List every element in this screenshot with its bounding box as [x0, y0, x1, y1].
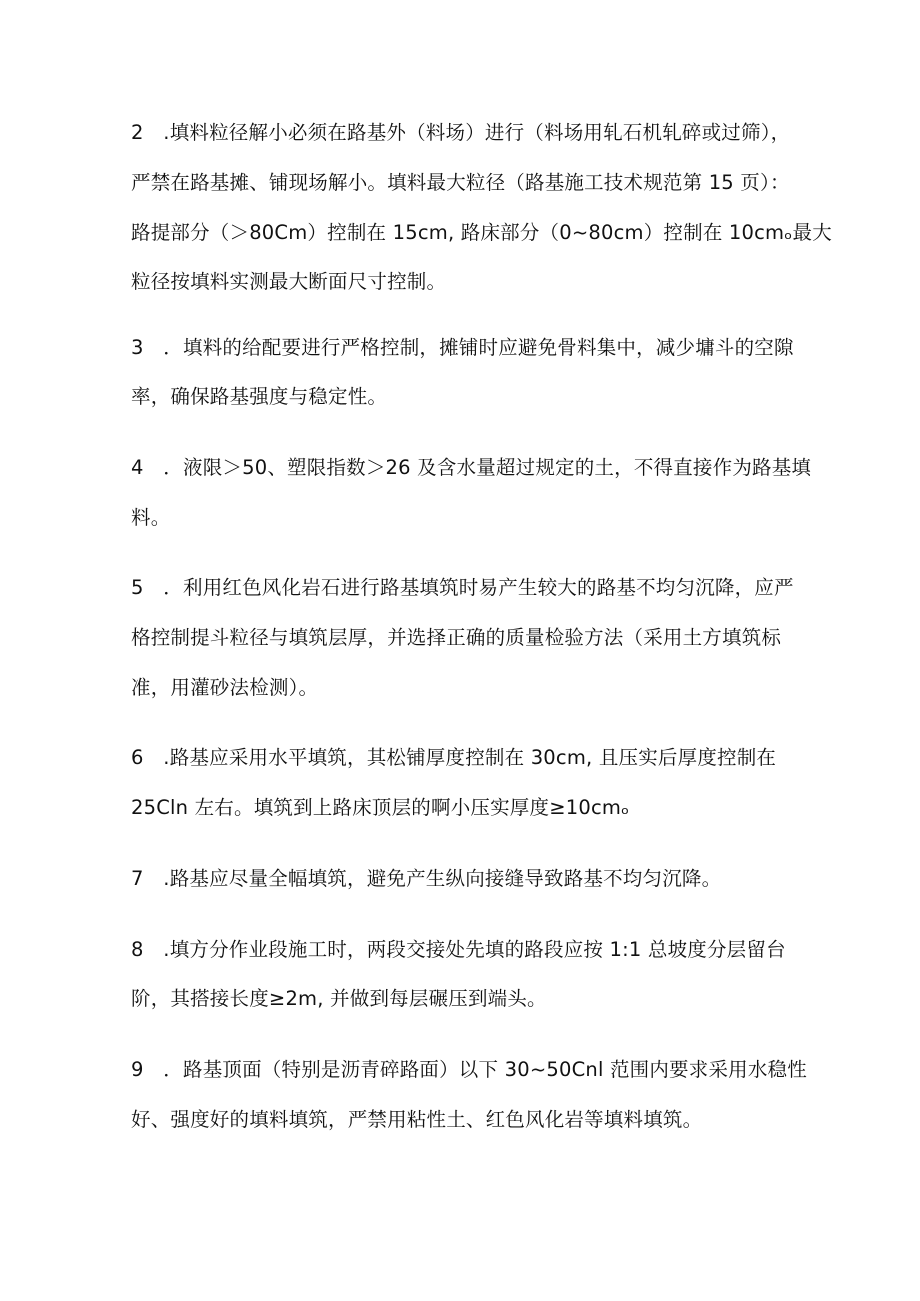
paragraph-line: 9 ．路基顶面（特别是沥青碎路面）以下 30~50Cnl 范围内要求采用水稳性 [131, 1058, 807, 1081]
paragraph-line: 5 ．利用红色风化岩石进行路基填筑时易产生较大的路基不均匀沉降，应严 [131, 576, 794, 599]
paragraph-line: 好、强度好的填料填筑，严禁用粘性土、红色风化岩等填料填筑。 [131, 1108, 703, 1131]
paragraph-line: 严禁在路基摊、铺现场解小。填料最大粒径（路基施工技术规范第 15 页）： [131, 171, 790, 194]
paragraph-line: 准，用灌砂法检测）。 [131, 676, 319, 699]
paragraph-line: 4 ．液限＞50、塑限指数＞26 及含水量超过规定的土，不得直接作为路基填 [131, 456, 812, 479]
paragraph-line: 3 ．填料的给配要进行严格控制，摊铺时应避免骨料集中，减少墉斗的空隙 [131, 336, 794, 359]
paragraph-line: 7 .路基应尽量全幅填筑，避免产生纵向接缝导致路基不均匀沉降。 [131, 867, 722, 890]
paragraph-line: 25Cln 左右。填筑到上路床顶层的啊小压实厚度≥10cmₒ [131, 796, 630, 819]
paragraph-line: 8 .填方分作业段施工时，两段交接处先填的路段应按 1:1 总坡度分层留台 [131, 938, 786, 961]
paragraph-line: 路提部分（＞80Cm）控制在 15cm, 路床部分（0~80cm）控制在 10cmₒ最大 [131, 221, 832, 244]
paragraph-line: 6 .路基应采用水平填筑，其松铺厚度控制在 30cm, 且压实后厚度控制在 [131, 746, 777, 769]
paragraph-line: 格控制提斗粒径与填筑层厚，并选择正确的质量检验方法（采用土方填筑标 [131, 626, 782, 649]
paragraph-line: 料。 [131, 506, 171, 529]
paragraph-line: 2 .填料粒径解小必须在路基外（料场）进行（料场用轧石机轧碎或过筛）， [131, 121, 791, 144]
paragraph-line: 阶，其搭接长度≥2m, 并做到每层碾压到端头。 [131, 987, 547, 1010]
paragraph-line: 率，确保路基强度与稳定性。 [131, 385, 388, 408]
paragraph-line: 粒径按填料实测最大断面尺寸控制。 [131, 270, 447, 293]
